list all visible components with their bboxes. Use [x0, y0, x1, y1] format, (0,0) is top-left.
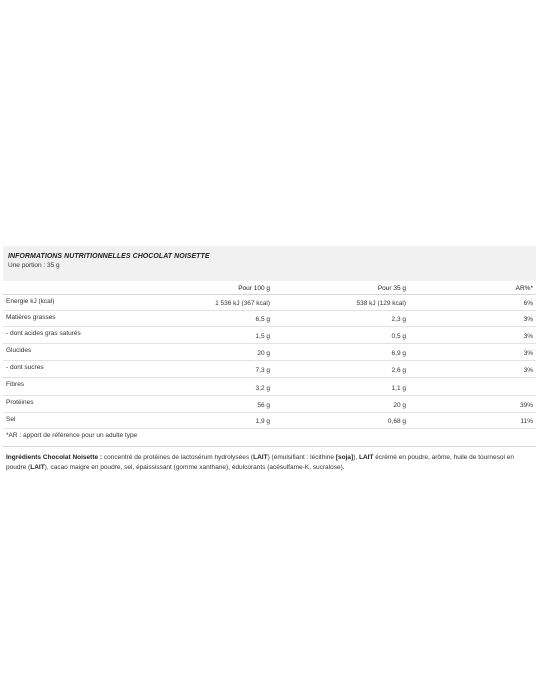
allergen-milk: LAIT	[253, 454, 268, 461]
nutrition-table	[3, 281, 536, 429]
value-ar: 39%	[406, 396, 536, 413]
value-per-100g: 7,3 g	[203, 361, 270, 378]
allergen-milk: LAIT	[358, 454, 374, 461]
table-row	[3, 413, 536, 429]
table-row	[3, 295, 536, 311]
table-header-row	[3, 281, 536, 295]
value-ar: 11%	[406, 413, 536, 429]
value-ar: 6%	[406, 295, 536, 311]
value-per-35g: 538 kJ (129 kcal)	[270, 295, 406, 311]
nutrient-name: Protéines	[3, 396, 203, 413]
ingredients-label: Ingrédients Chocolat Noisette :	[6, 454, 103, 461]
ingredients-part: concentré de protéines de lactosérum hydrolysées (	[102, 454, 254, 461]
column-header-per-35g: Pour 35 g	[270, 281, 406, 295]
ingredients-part: écrémé en poudre, arôme, huile de tournesol en poudre (	[6, 454, 514, 471]
value-per-100g: 56 g	[203, 396, 270, 413]
nutrition-title: INFORMATIONS NUTRITIONNELLES CHOCOLAT NOISETTE	[8, 253, 210, 260]
allergen-soy: [soja]	[335, 454, 354, 461]
value-ar: 3%	[406, 344, 536, 361]
value-per-35g: 0,68 g	[270, 413, 406, 429]
value-per-100g: 1,9 g	[203, 413, 270, 429]
value-per-35g: 2,6 g	[270, 361, 406, 378]
table-row	[3, 344, 536, 361]
table-row	[3, 327, 536, 344]
value-per-35g: 2,3 g	[270, 311, 406, 327]
value-per-100g: 6,5 g	[203, 311, 270, 327]
value-per-100g: 1,5 g	[203, 327, 270, 344]
table-row	[3, 311, 536, 327]
nutrient-name: Fibres	[3, 378, 203, 396]
allergen-milk: LAIT	[30, 464, 45, 471]
value-per-100g: 1 536 kJ (367 kcal)	[203, 295, 270, 311]
ingredients-part: ),	[353, 454, 359, 461]
nutrient-name: Matières grasses	[3, 311, 203, 327]
nutrition-header	[3, 246, 536, 281]
column-header-nutrient	[3, 281, 203, 295]
value-ar	[406, 378, 536, 396]
nutrient-name: Glucides	[3, 344, 203, 361]
value-per-35g: 20 g	[270, 396, 406, 413]
ar-footnote: *AR : apport de référence pour un adulte type	[3, 429, 536, 447]
ingredients-part: ), cacao maigre en poudre, sel, épaississant (gomme xanthane), édulcorants (acésulfame-K, sucralose).	[44, 464, 345, 471]
column-header-per-100g: Pour 100 g	[203, 281, 270, 295]
table-row	[3, 378, 536, 396]
value-ar: 3%	[406, 361, 536, 378]
value-per-35g: 0,5 g	[270, 327, 406, 344]
value-ar: 3%	[406, 311, 536, 327]
nutrient-name: Sel	[3, 413, 203, 429]
table-row	[3, 361, 536, 378]
value-per-35g: 6,9 g	[270, 344, 406, 361]
serving-size: Une portion : 35 g	[8, 262, 60, 269]
nutrient-name: - dont acides gras saturés	[3, 327, 203, 344]
ingredients-text	[3, 447, 536, 473]
nutrient-name: - dont sucres	[3, 361, 203, 378]
table-row	[3, 396, 536, 413]
nutrient-name: Energie kJ (kcal)	[3, 295, 203, 311]
value-per-100g: 20 g	[203, 344, 270, 361]
value-ar: 3%	[406, 327, 536, 344]
nutrition-panel	[3, 246, 536, 473]
value-per-100g: 3,2 g	[203, 378, 270, 396]
value-per-35g: 1,1 g	[270, 378, 406, 396]
ingredients-part: ) (émulsifiant : lécithine	[267, 454, 336, 461]
column-header-ar: AR%*	[406, 281, 536, 295]
